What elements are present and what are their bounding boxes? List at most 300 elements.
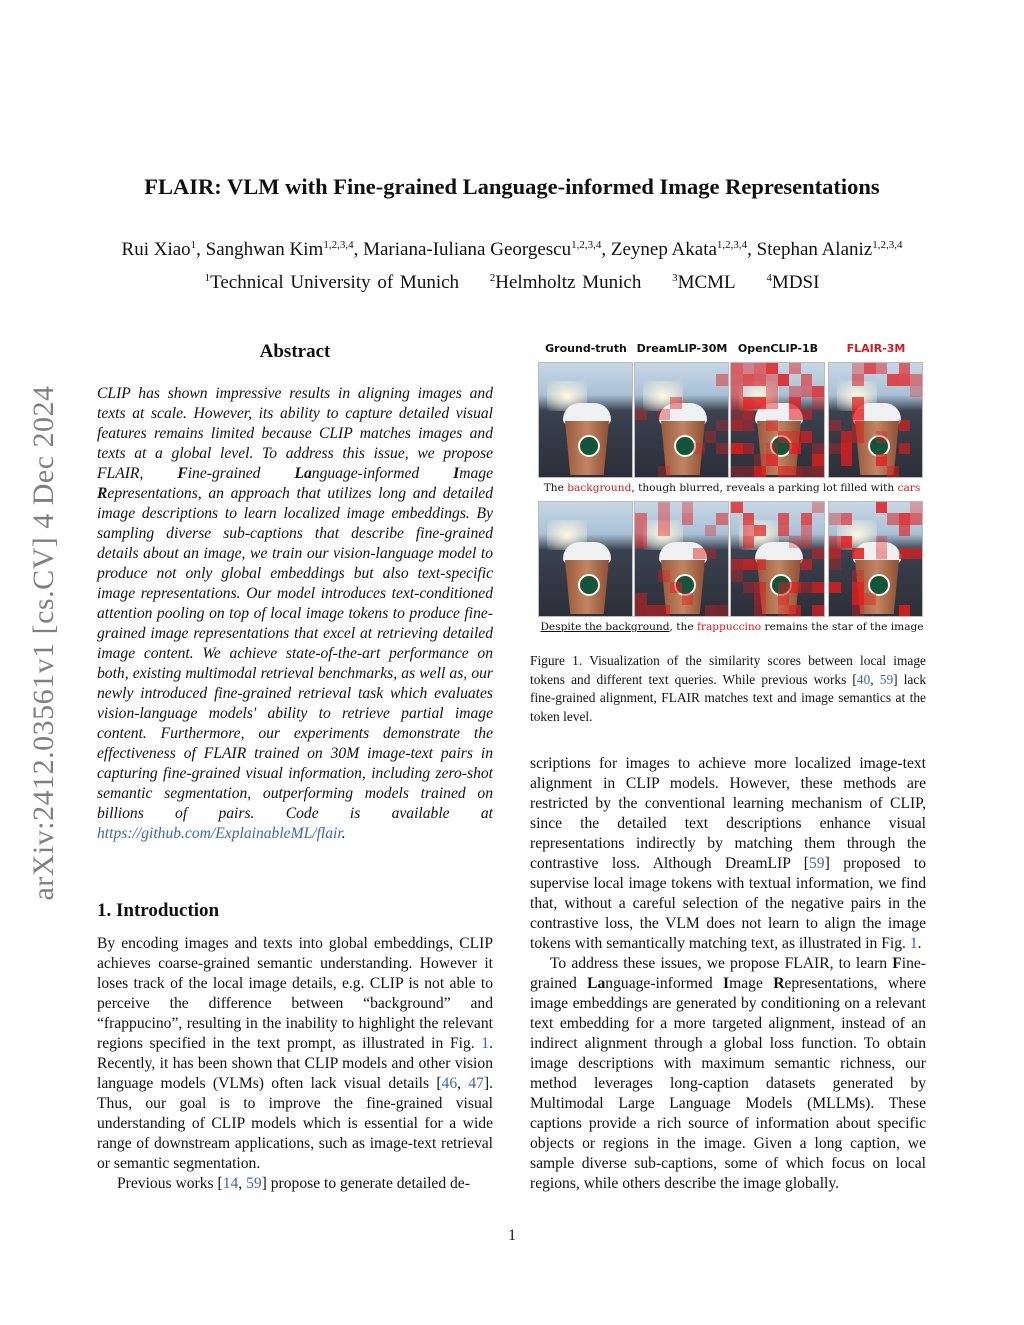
intro-paragraph: By encoding images and texts into global embeddings, CLIP achieves coarse-grained semantic understanding. However it loses track of the local image details, e.g. CLIP is not able to perceive the difference between “background” and “frappucino”, resulting in the inability to highlight the relevant regions specified in the text prompt, as illustrated in Fig. 1. Recently, it has been shown that CLIP models and other vision language models (VLMs) often lack visual details [46, 47]. Thus, our goal is to improve the fine-grained visual understanding of CLIP models which is essential for a wide range of downstream applications, such as image-text retrieval or semantic segmentation. — [97, 935, 494, 1172]
heatmap-cell — [693, 559, 705, 570]
citation-link[interactable]: 40 — [856, 671, 871, 687]
heatmap-cell — [754, 502, 766, 513]
heatmap-cell — [693, 466, 705, 477]
heatmap-cell — [841, 559, 853, 570]
heatmap-cell — [887, 409, 899, 420]
heatmap-cell — [852, 420, 864, 431]
heatmap-cell — [731, 466, 743, 477]
heatmap-cell — [899, 420, 911, 431]
heatmap-cell — [864, 420, 876, 431]
heatmap-cell — [754, 593, 766, 604]
heatmap-cell — [743, 454, 755, 465]
heatmap-cell — [876, 525, 888, 536]
heatmap-cell — [841, 443, 853, 454]
column-label: DreamLIP-30M — [636, 342, 728, 355]
heatmap-cell — [852, 525, 864, 536]
heatmap-cell — [716, 513, 728, 524]
heatmap-cell — [635, 409, 647, 420]
heatmap-cell — [693, 593, 705, 604]
heatmap-cell — [910, 397, 922, 408]
heatmap-cell — [705, 513, 717, 524]
heatmap-cell — [693, 386, 705, 397]
heatmap-cell — [841, 536, 853, 547]
heatmap-cell — [670, 431, 682, 442]
heatmap-cell — [789, 502, 801, 513]
heatmap-cell — [635, 570, 647, 581]
heatmap-cell — [852, 570, 864, 581]
column-label: FLAIR-3M — [846, 342, 906, 355]
heatmap-cell — [705, 525, 717, 536]
heatmap-cell — [716, 525, 728, 536]
heatmap-cell — [778, 548, 790, 559]
heatmap-cell — [743, 420, 755, 431]
heatmap-cell — [887, 431, 899, 442]
heatmap-cell — [899, 466, 911, 477]
heatmap-cell — [658, 420, 670, 431]
heatmap-cell — [812, 397, 824, 408]
heatmap-cell — [910, 605, 922, 616]
heatmap-cell — [670, 397, 682, 408]
citation-link[interactable]: 47 — [468, 1075, 484, 1092]
heatmap-cell — [852, 502, 864, 513]
citation-link[interactable]: 59 — [246, 1175, 262, 1192]
heatmap-cell — [899, 374, 911, 385]
heatmap-cell — [743, 570, 755, 581]
heatmap-cell — [635, 525, 647, 536]
column-label: Ground-truth — [545, 342, 627, 355]
heatmap-cell — [864, 536, 876, 547]
heatmap-cell — [647, 409, 659, 420]
heatmap-cell — [876, 570, 888, 581]
heatmap-cell — [670, 420, 682, 431]
heatmap-cell — [731, 374, 743, 385]
heatmap-cell — [705, 502, 717, 513]
heatmap-cell — [647, 431, 659, 442]
heatmap-cell — [899, 386, 911, 397]
affiliation: $^2$Helmholtz Munich — [489, 272, 642, 293]
heatmap-cell — [801, 570, 813, 581]
heatmap-cell — [801, 454, 813, 465]
heatmap-cell — [789, 443, 801, 454]
heatmap-cell — [789, 466, 801, 477]
heatmap-image — [730, 501, 825, 617]
heatmap-cell — [910, 570, 922, 581]
heatmap-cell — [705, 559, 717, 570]
heatmap-cell — [705, 454, 717, 465]
heatmap-cell — [766, 409, 778, 420]
affiliation: $^4$MDSI — [766, 272, 820, 293]
heatmap-cell — [705, 466, 717, 477]
heatmap-cell — [852, 593, 864, 604]
heatmap-cell — [876, 386, 888, 397]
heatmap-cell — [801, 513, 813, 524]
heatmap-cell — [766, 525, 778, 536]
heatmap-cell — [899, 582, 911, 593]
heatmap-cell — [910, 374, 922, 385]
heatmap-cell — [910, 386, 922, 397]
heatmap-cell — [852, 559, 864, 570]
heatmap-cell — [658, 466, 670, 477]
heatmap-cell — [743, 502, 755, 513]
heatmap-cell — [812, 431, 824, 442]
heatmap-cell — [647, 582, 659, 593]
heatmap-cell — [670, 513, 682, 524]
heatmap-cell — [705, 443, 717, 454]
heatmap-cell — [910, 502, 922, 513]
heatmap-cell — [829, 593, 841, 604]
heatmap-cell — [682, 363, 694, 374]
heatmap-cell — [647, 466, 659, 477]
figure-ref-link[interactable]: 1 — [909, 935, 918, 952]
heatmap-cell — [743, 363, 755, 374]
heatmap-cell — [754, 536, 766, 547]
heatmap-cell — [829, 409, 841, 420]
heatmap-cell — [682, 502, 694, 513]
heatmap-cell — [789, 525, 801, 536]
heatmap-cell — [766, 454, 778, 465]
heatmap-cell — [716, 548, 728, 559]
heatmap-cell — [887, 397, 899, 408]
heatmap-cell — [789, 363, 801, 374]
heatmap-cell — [743, 593, 755, 604]
heatmap-cell — [778, 605, 790, 616]
heatmap-cell — [864, 582, 876, 593]
heatmap-cell — [754, 363, 766, 374]
heatmap-cell — [693, 443, 705, 454]
heatmap-cell — [864, 466, 876, 477]
heatmap-cell — [864, 593, 876, 604]
heatmap-cell — [766, 536, 778, 547]
heatmap-cell — [716, 570, 728, 581]
heatmap-cell — [635, 548, 647, 559]
heatmap-cell — [716, 409, 728, 420]
heatmap-cell — [754, 582, 766, 593]
heatmap-cell — [754, 466, 766, 477]
heatmap-cell — [778, 536, 790, 547]
heatmap-cell — [635, 605, 647, 616]
heatmap-cell — [829, 548, 841, 559]
heatmap-cell — [801, 502, 813, 513]
heatmap-cell — [841, 466, 853, 477]
heatmap-cell — [670, 363, 682, 374]
heatmap-image — [634, 362, 729, 478]
heatmap-cell — [647, 593, 659, 604]
heatmap-cell — [716, 374, 728, 385]
heatmap-cell — [789, 513, 801, 524]
heatmap-cell — [716, 605, 728, 616]
heatmap-cell — [682, 466, 694, 477]
heatmap-cell — [812, 570, 824, 581]
heatmap-cell — [841, 397, 853, 408]
heatmap-cell — [743, 548, 755, 559]
heatmap-cell — [876, 559, 888, 570]
heatmap-cell — [658, 536, 670, 547]
heatmap-cell — [778, 363, 790, 374]
heatmap-cell — [841, 363, 853, 374]
heatmap-cell — [910, 409, 922, 420]
heatmap-cell — [670, 559, 682, 570]
code-link[interactable]: https://github.com/ExplainableML/flair — [97, 825, 342, 842]
heatmap-cell — [693, 454, 705, 465]
heatmap-cell — [778, 570, 790, 581]
heatmap-cell — [812, 605, 824, 616]
heatmap-cell — [635, 536, 647, 547]
heatmap-cell — [693, 513, 705, 524]
heatmap-cell — [910, 525, 922, 536]
heatmap-cell — [682, 513, 694, 524]
heatmap-cell — [789, 605, 801, 616]
figure-row-caption: Despite the background, the frappuccino remains the star of the image — [540, 621, 924, 633]
heatmap-cell — [829, 502, 841, 513]
heatmap-cell — [635, 582, 647, 593]
citation-link[interactable]: 59 — [879, 671, 894, 687]
heatmap-cell — [693, 397, 705, 408]
author-list: Rui Xiao$^1$, Sanghwan Kim$^{1,2,3,4}$, Mariana-Iuliana Georgescu$^{1,2,3,4}$, Zeynep Akata$^{1,2,3,4}$, Stephan Alaniz$^{1,2,3,4}$ — [121, 239, 903, 260]
heatmap-cell — [705, 363, 717, 374]
heatmap-cell — [812, 502, 824, 513]
author: Stephan Alaniz — [756, 239, 873, 260]
heatmap-cell — [778, 593, 790, 604]
heatmap-cell — [876, 593, 888, 604]
heatmap-cell — [812, 548, 824, 559]
heatmap-cell — [693, 582, 705, 593]
arxiv-identifier-text: arXiv:2412.03561v1 [cs.CV] 4 Dec 2024 — [27, 384, 60, 901]
heatmap-cell — [910, 443, 922, 454]
heatmap-cell — [801, 431, 813, 442]
heatmap-cell — [829, 605, 841, 616]
heatmap-cell — [670, 454, 682, 465]
figure-ref-link[interactable]: 1 — [481, 1035, 490, 1052]
heatmap-cell — [778, 397, 790, 408]
heatmap-cell — [635, 420, 647, 431]
heatmap-cell — [682, 582, 694, 593]
frappuccino-image — [538, 362, 633, 478]
heatmap-cell — [801, 536, 813, 547]
heatmap-cell — [682, 420, 694, 431]
heatmap-cell — [789, 570, 801, 581]
heatmap-cell — [658, 502, 670, 513]
heatmap-cell — [635, 593, 647, 604]
heatmap-cell — [754, 374, 766, 385]
heatmap-cell — [841, 570, 853, 581]
heatmap-cell — [899, 431, 911, 442]
heatmap-cell — [852, 582, 864, 593]
heatmap-cell — [766, 363, 778, 374]
heatmap-cell — [899, 593, 911, 604]
heatmap-cell — [887, 513, 899, 524]
heatmap-cell — [705, 397, 717, 408]
heatmap-cell — [876, 454, 888, 465]
heatmap-cell — [658, 559, 670, 570]
heatmap-cell — [887, 454, 899, 465]
heatmap-cell — [682, 605, 694, 616]
heatmap-cell — [829, 420, 841, 431]
heatmap-cell — [852, 443, 864, 454]
heatmap-cell — [812, 386, 824, 397]
heatmap-cell — [670, 548, 682, 559]
citation-link[interactable]: 59 — [808, 855, 825, 872]
heatmap-cell — [829, 536, 841, 547]
figure-column-labels — [538, 340, 926, 358]
heatmap-cell — [887, 548, 899, 559]
heatmap-cell — [899, 536, 911, 547]
heatmap-cell — [812, 525, 824, 536]
heatmap-cell — [743, 582, 755, 593]
heatmap-cell — [716, 466, 728, 477]
heatmap-cell — [731, 548, 743, 559]
citation-link[interactable]: 46 — [441, 1075, 458, 1092]
heatmap-cell — [876, 536, 888, 547]
heatmap-cell — [899, 559, 911, 570]
heatmap-cell — [829, 386, 841, 397]
figure-1 — [538, 340, 926, 640]
heatmap-cell — [899, 409, 911, 420]
heatmap-cell — [670, 443, 682, 454]
heatmap-cell — [705, 386, 717, 397]
heatmap-cell — [705, 593, 717, 604]
heatmap-cell — [801, 525, 813, 536]
heatmap-cell — [852, 374, 864, 385]
arxiv-identifier — [24, 355, 64, 930]
heatmap-cell — [635, 466, 647, 477]
heatmap-cell — [887, 525, 899, 536]
heatmap-cell — [887, 582, 899, 593]
heatmap-cell — [910, 536, 922, 547]
heatmap-cell — [716, 443, 728, 454]
heatmap-cell — [801, 409, 813, 420]
figure-caption: Figure 1. Visualization of the similarity scores between local image tokens and different text queries. While previous works [40, 59] lack fine-grained alignment, FLAIR matches text and image semantics at the token level. — [530, 653, 927, 724]
heatmap-cell — [876, 548, 888, 559]
heatmap-cell — [766, 570, 778, 581]
heatmap-cell — [766, 443, 778, 454]
heatmap-cell — [693, 536, 705, 547]
heatmap-cell — [682, 536, 694, 547]
heatmap-cell — [635, 386, 647, 397]
heatmap-cell — [864, 605, 876, 616]
heatmap-cell — [766, 513, 778, 524]
author: Rui Xiao — [121, 239, 191, 260]
heatmap-cell — [910, 559, 922, 570]
heatmap-cell — [731, 513, 743, 524]
heatmap-cell — [864, 525, 876, 536]
heatmap-cell — [647, 454, 659, 465]
heatmap-cell — [716, 397, 728, 408]
heatmap-cell — [743, 443, 755, 454]
heatmap-cell — [647, 420, 659, 431]
heatmap-cell — [778, 409, 790, 420]
heatmap-cell — [635, 397, 647, 408]
figure-image-row — [538, 501, 924, 617]
heatmap-cell — [743, 605, 755, 616]
heatmap-cell — [705, 420, 717, 431]
heatmap-cell — [864, 502, 876, 513]
heatmap-cell — [841, 593, 853, 604]
heatmap-cell — [754, 386, 766, 397]
heatmap-cell — [812, 466, 824, 477]
heatmap-cell — [801, 548, 813, 559]
heatmap-cell — [635, 431, 647, 442]
heatmap-cell — [766, 502, 778, 513]
heatmap-cell — [801, 559, 813, 570]
heatmap-cell — [887, 420, 899, 431]
heatmap-cell — [778, 525, 790, 536]
heatmap-cell — [829, 397, 841, 408]
heatmap-cell — [829, 525, 841, 536]
heatmap-cell — [693, 605, 705, 616]
heatmap-cell — [864, 559, 876, 570]
heatmap-cell — [887, 570, 899, 581]
heatmap-cell — [635, 559, 647, 570]
heatmap-cell — [647, 570, 659, 581]
heatmap-cell — [658, 548, 670, 559]
heatmap-cell — [731, 431, 743, 442]
heatmap-cell — [731, 536, 743, 547]
heatmap-cell — [801, 466, 813, 477]
heatmap-cell — [754, 559, 766, 570]
heatmap-cell — [801, 386, 813, 397]
heatmap-cell — [743, 513, 755, 524]
heatmap-cell — [778, 386, 790, 397]
heatmap-cell — [647, 548, 659, 559]
citation-link[interactable]: 14 — [222, 1175, 239, 1192]
heatmap-cell — [670, 466, 682, 477]
heatmap-cell — [766, 559, 778, 570]
heatmap-cell — [864, 431, 876, 442]
figure-image-row — [538, 362, 924, 478]
heatmap-cell — [910, 454, 922, 465]
heatmap-cell — [778, 443, 790, 454]
heatmap-cell — [841, 420, 853, 431]
heatmap-cell — [754, 513, 766, 524]
heatmap-cell — [716, 363, 728, 374]
heatmap-cell — [635, 443, 647, 454]
heatmap-cell — [670, 582, 682, 593]
heatmap-cell — [716, 582, 728, 593]
heatmap-cell — [670, 525, 682, 536]
heatmap-cell — [754, 397, 766, 408]
heatmap-cell — [778, 431, 790, 442]
heatmap-cell — [705, 409, 717, 420]
heatmap-cell — [716, 420, 728, 431]
figure-row-caption: The background, though blurred, reveals a parking lot filled with cars — [543, 482, 921, 494]
heatmap-cell — [754, 409, 766, 420]
heatmap-cell — [658, 386, 670, 397]
heatmap-cell — [693, 570, 705, 581]
heatmap-cell — [887, 536, 899, 547]
heatmap-cell — [812, 420, 824, 431]
heatmap-cell — [899, 548, 911, 559]
heatmap-cell — [887, 502, 899, 513]
heatmap-cell — [841, 513, 853, 524]
heatmap-cell — [789, 397, 801, 408]
heatmap-cell — [778, 454, 790, 465]
heatmap-cell — [812, 513, 824, 524]
column-label: OpenCLIP-1B — [737, 342, 819, 355]
heatmap-cell — [812, 536, 824, 547]
heatmap-cell — [899, 443, 911, 454]
heatmap-cell — [789, 536, 801, 547]
heatmap-cell — [876, 374, 888, 385]
heatmap-cell — [887, 443, 899, 454]
heatmap-cell — [647, 397, 659, 408]
heatmap-cell — [864, 548, 876, 559]
heatmap-cell — [766, 582, 778, 593]
heatmap-cell — [766, 605, 778, 616]
heatmap-cell — [716, 536, 728, 547]
heatmap-cell — [647, 386, 659, 397]
heatmap-cell — [910, 593, 922, 604]
heatmap-cell — [731, 386, 743, 397]
